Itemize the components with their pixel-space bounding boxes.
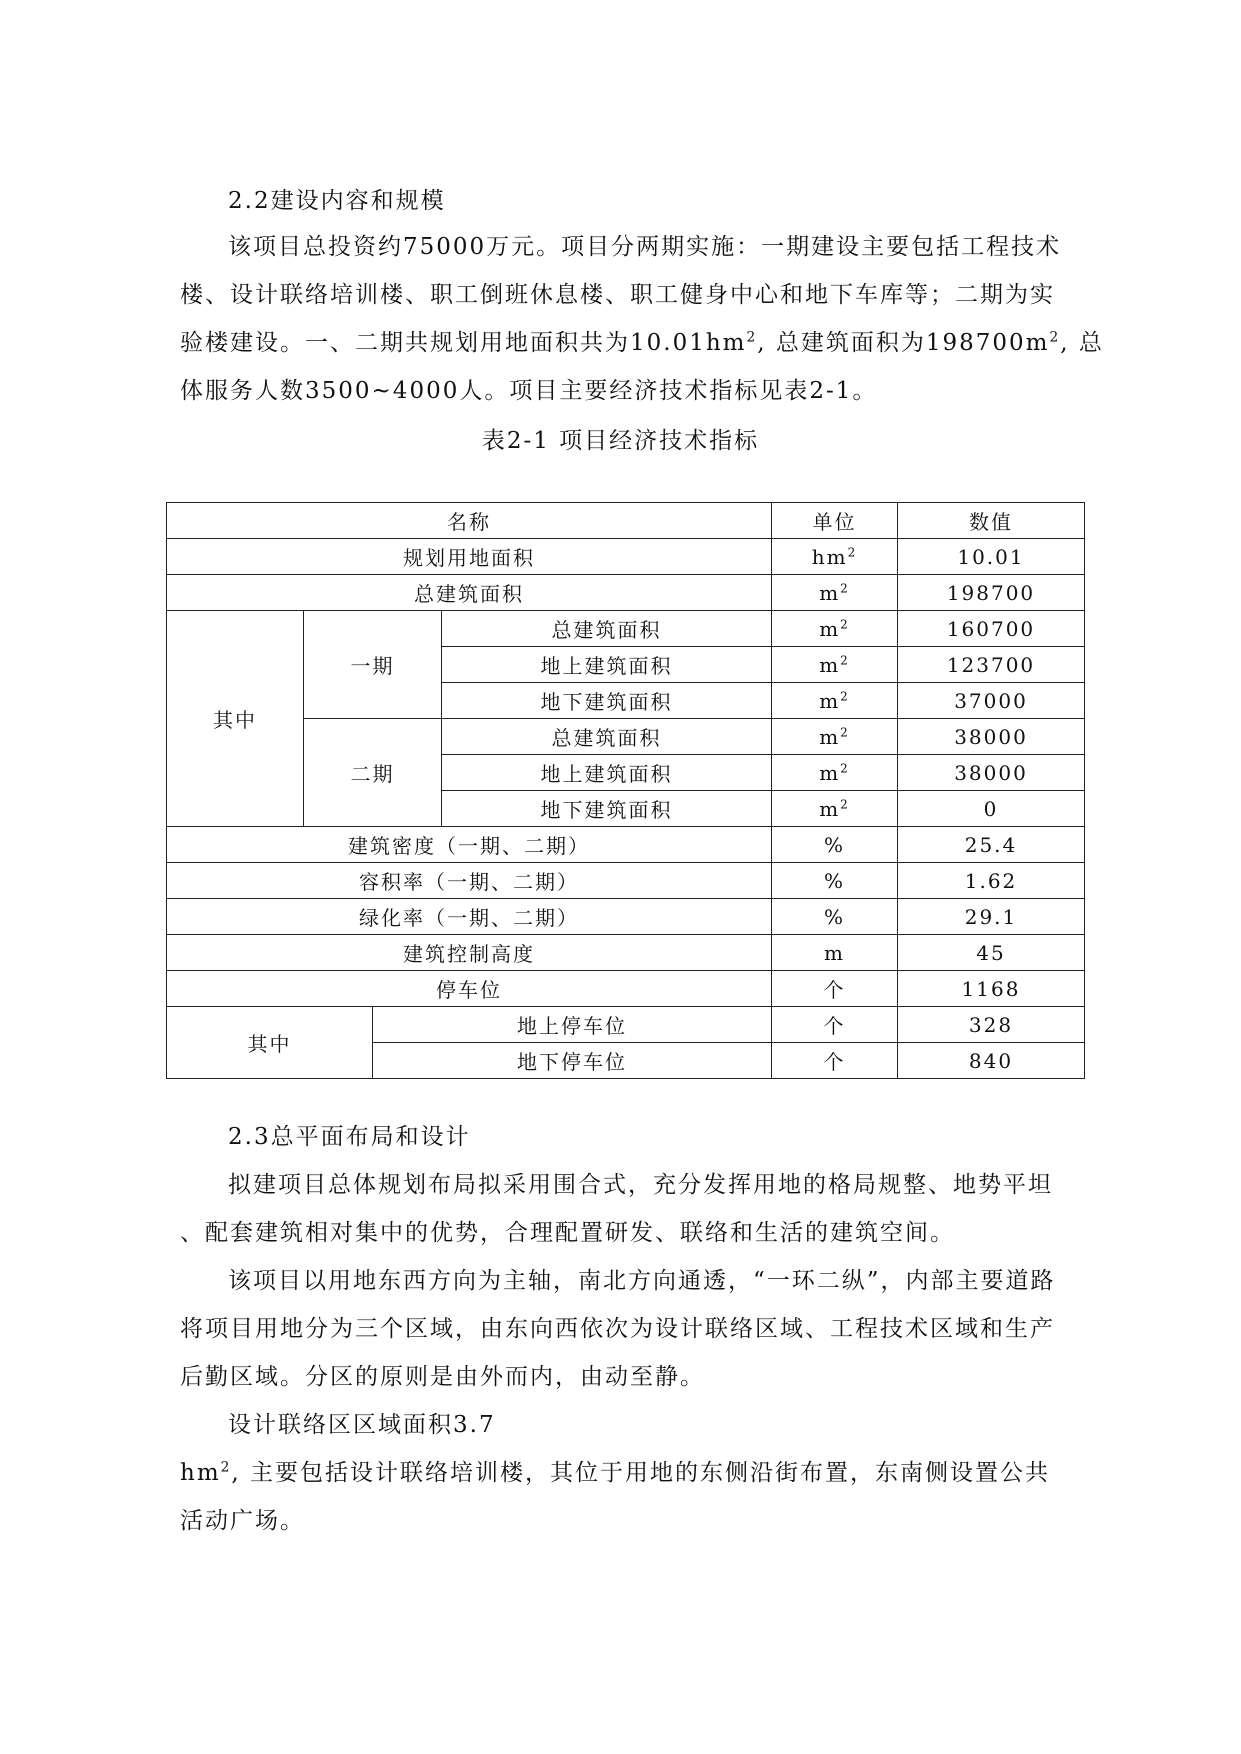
row-name: 地下停车位 — [373, 1043, 772, 1079]
header-unit: 单位 — [772, 503, 898, 539]
paragraph-line: 该项目总投资约75000万元。项目分两期实施：一期建设主要包括工程技术 — [228, 234, 1062, 260]
row-name: 地下建筑面积 — [442, 683, 772, 719]
row-value: 160700 — [898, 611, 1085, 647]
row-value: 0 — [898, 791, 1085, 827]
row-value: 38000 — [898, 755, 1085, 791]
row-unit: $hm^2$ — [772, 539, 898, 575]
table-row — [167, 899, 1085, 935]
header-name: 名称 — [167, 503, 772, 539]
table-row — [167, 575, 1085, 611]
row-unit: 个 — [772, 1007, 898, 1043]
table-row — [167, 863, 1085, 899]
row-name: 地上建筑面积 — [442, 755, 772, 791]
paragraph-line: 验楼建设。一、二期共规划用地面积共为$10.01hm^2$, 总建筑面积为$198700m^2$, 总 — [180, 329, 1104, 356]
among-label: 其中 — [167, 611, 304, 827]
indicators-table — [166, 502, 1085, 1079]
row-value: 328 — [898, 1007, 1085, 1043]
table-header-row — [167, 503, 1085, 539]
row-name: 总建筑面积 — [442, 611, 772, 647]
row-name: 地上停车位 — [373, 1007, 772, 1043]
paragraph-line: 后勤区域。分区的原则是由外而内，由动至静。 — [180, 1364, 705, 1390]
row-value: 38000 — [898, 719, 1085, 755]
section-2-2-heading: 2.2建设内容和规模 — [228, 188, 446, 214]
row-value: 25.4 — [898, 827, 1085, 863]
row-unit: $m^2$ — [772, 575, 898, 611]
row-unit: m — [772, 935, 898, 971]
row-value: 37000 — [898, 683, 1085, 719]
table-row — [167, 935, 1085, 971]
row-name: 地下建筑面积 — [442, 791, 772, 827]
section-2-3-heading: 2.3总平面布局和设计 — [228, 1124, 471, 1150]
table-row — [167, 1007, 1085, 1043]
row-value: 45 — [898, 935, 1085, 971]
row-value: 123700 — [898, 647, 1085, 683]
paragraph-line: 该项目以用地东西方向为主轴，南北方向通透，“一环二纵”，内部主要道路 — [228, 1268, 1056, 1294]
header-value: 数值 — [898, 503, 1085, 539]
row-unit: 个 — [772, 971, 898, 1007]
table-row — [167, 719, 1085, 755]
phase1-label: 一期 — [304, 611, 442, 719]
row-name: 容积率（一期、二期） — [167, 863, 772, 899]
row-unit: $m^2$ — [772, 647, 898, 683]
row-value: 198700 — [898, 575, 1085, 611]
row-unit: % — [772, 863, 898, 899]
row-value: 29.1 — [898, 899, 1085, 935]
row-name: 绿化率（一期、二期） — [167, 899, 772, 935]
phase2-label: 二期 — [304, 719, 442, 827]
row-unit: % — [772, 899, 898, 935]
row-value: 840 — [898, 1043, 1085, 1079]
paragraph-line: 楼、设计联络培训楼、职工倒班休息楼、职工健身中心和地下车库等；二期为实 — [180, 282, 1055, 308]
row-name: 总建筑面积 — [442, 719, 772, 755]
table-row — [167, 971, 1085, 1007]
row-name: 停车位 — [167, 971, 772, 1007]
row-unit: 个 — [772, 1043, 898, 1079]
row-unit: $m^2$ — [772, 683, 898, 719]
table-row — [167, 827, 1085, 863]
row-unit: $m^2$ — [772, 755, 898, 791]
table-caption: 表2-1 项目经济技术指标 — [481, 428, 760, 454]
row-name: 地上建筑面积 — [442, 647, 772, 683]
table-row — [167, 611, 1085, 647]
row-name: 总建筑面积 — [167, 575, 772, 611]
row-name: 建筑密度（一期、二期） — [167, 827, 772, 863]
paragraph-line: 活动广场。 — [180, 1508, 305, 1534]
row-value: 10.01 — [898, 539, 1085, 575]
paragraph-line: 、配套建筑相对集中的优势，合理配置研发、联络和生活的建筑空间。 — [180, 1220, 955, 1246]
paragraph-line: 设计联络区区域面积3.7 — [228, 1412, 496, 1438]
paragraph-line: $hm^2$, 主要包括设计联络培训楼，其位于用地的东侧沿街布置，东南侧设置公共 — [180, 1459, 1051, 1486]
row-value: 1168 — [898, 971, 1085, 1007]
row-unit: $m^2$ — [772, 719, 898, 755]
row-name: 规划用地面积 — [167, 539, 772, 575]
paragraph-line: 拟建项目总体规划布局拟采用围合式，充分发挥用地的格局规整、地势平坦 — [228, 1172, 1053, 1198]
paragraph-line: 将项目用地分为三个区域，由东向西依次为设计联络区域、工程技术区域和生产 — [180, 1316, 1055, 1342]
row-name: 建筑控制高度 — [167, 935, 772, 971]
row-unit: $m^2$ — [772, 791, 898, 827]
row-unit: % — [772, 827, 898, 863]
table-row — [167, 539, 1085, 575]
parking-among-label: 其中 — [167, 1007, 373, 1079]
row-value: 1.62 — [898, 863, 1085, 899]
paragraph-line: 体服务人数3500~4000人。项目主要经济技术指标见表2-1。 — [180, 378, 878, 404]
row-unit: $m^2$ — [772, 611, 898, 647]
